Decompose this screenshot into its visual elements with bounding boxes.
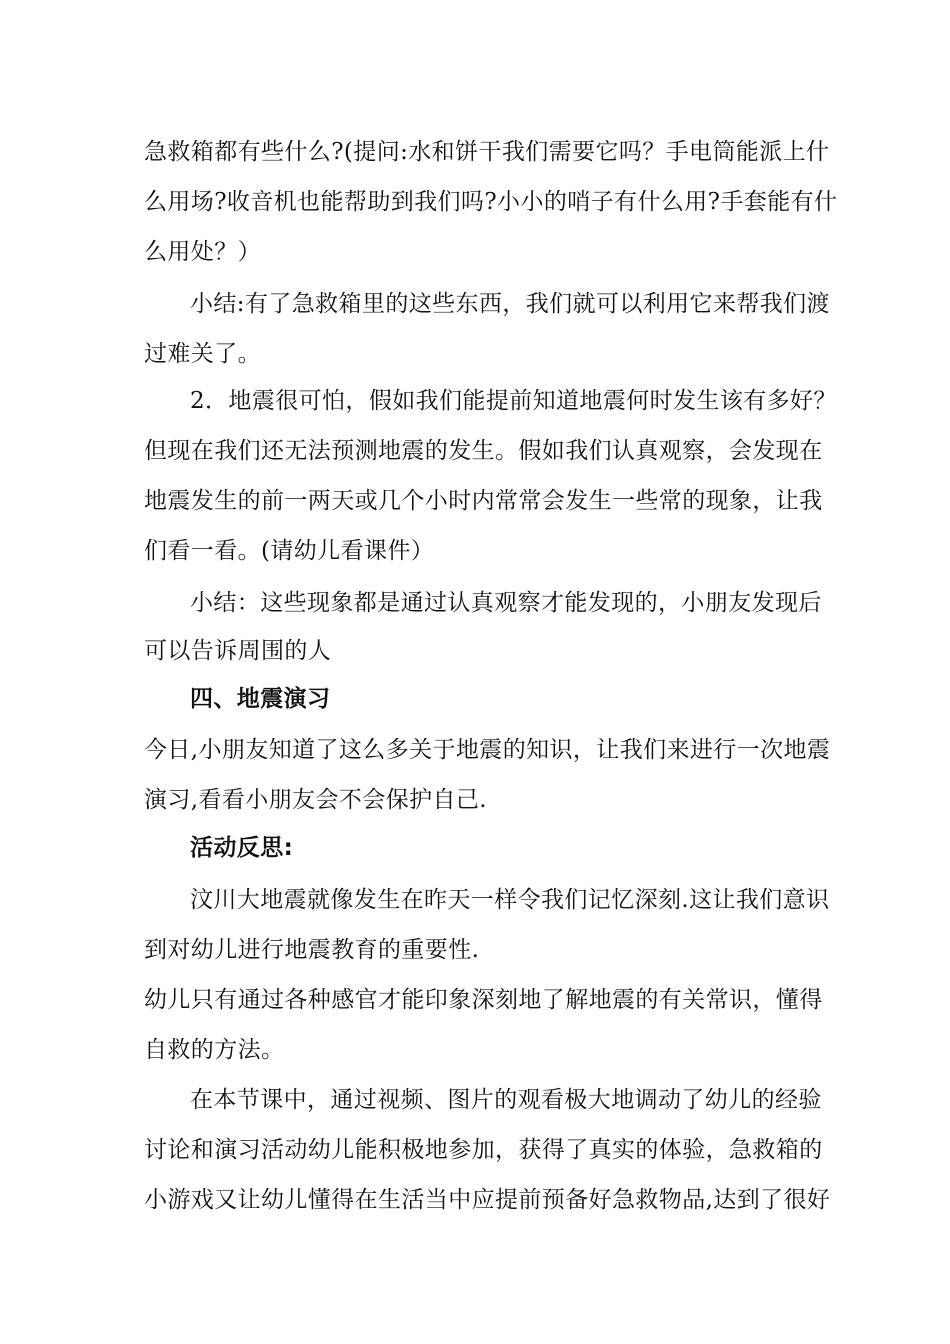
text-line: 么用处？） (144, 239, 261, 265)
text-line: 可以告诉周围的人 (144, 638, 332, 664)
text-line: 汶川大地震就像发生在昨天一样令我们记忆深刻.这让我们意识 (190, 887, 830, 913)
text-line: 今日,小朋友知道了这么多关于地震的知识，让我们来进行一次地震 (144, 737, 831, 763)
text-line: 小结：这些现象都是通过认真观察才能发现的，小朋友发现后 (190, 590, 822, 616)
section-heading: 四、地震演习 (190, 686, 331, 712)
text-line: 地震发生的前一两天或几个小时内常常会发生一些常的现象，让我 (144, 488, 823, 514)
text-line: 2．地震很可怕，假如我们能提前知道地震何时发生该有多好？ (190, 388, 837, 414)
text-line: 急救箱都有些什么?(提问:水和饼干我们需要它吗？手电筒能派上什 (144, 139, 830, 165)
text-line: 到对幼儿进行地震教育的重要性. (144, 937, 480, 963)
section-heading: 活动反思: (190, 835, 294, 861)
text-line: 们看一看。(请幼儿看课件） (144, 538, 435, 564)
text-line: 过难关了。 (144, 341, 261, 367)
text-line: 但现在我们还无法预测地震的发生。假如我们认真观察，会发现在 (144, 438, 823, 464)
text-line: 演习,看看小朋友会不会保护自己. (144, 787, 488, 813)
text-line: 幼儿只有通过各种感官才能印象深刻地了解地震的有关常识，懂得 (144, 987, 823, 1013)
text-line: 小结:有了急救箱里的这些东西，我们就可以利用它来帮我们渡 (190, 291, 830, 317)
text-line: 讨论和演习活动幼儿能积极地参加，获得了真实的体验，急救箱的 (144, 1137, 823, 1163)
text-line: 小游戏又让幼儿懂得在生活当中应提前预备好急救物品,达到了很好 (144, 1187, 831, 1213)
text-line: 自救的方法。 (144, 1037, 285, 1063)
text-line: 么用场?收音机也能帮助到我们吗?小小的哨子有什么用?手套能有什 (144, 189, 838, 215)
text-line: 在本节课中，通过视频、图片的观看极大地调动了幼儿的经验 (190, 1087, 822, 1113)
